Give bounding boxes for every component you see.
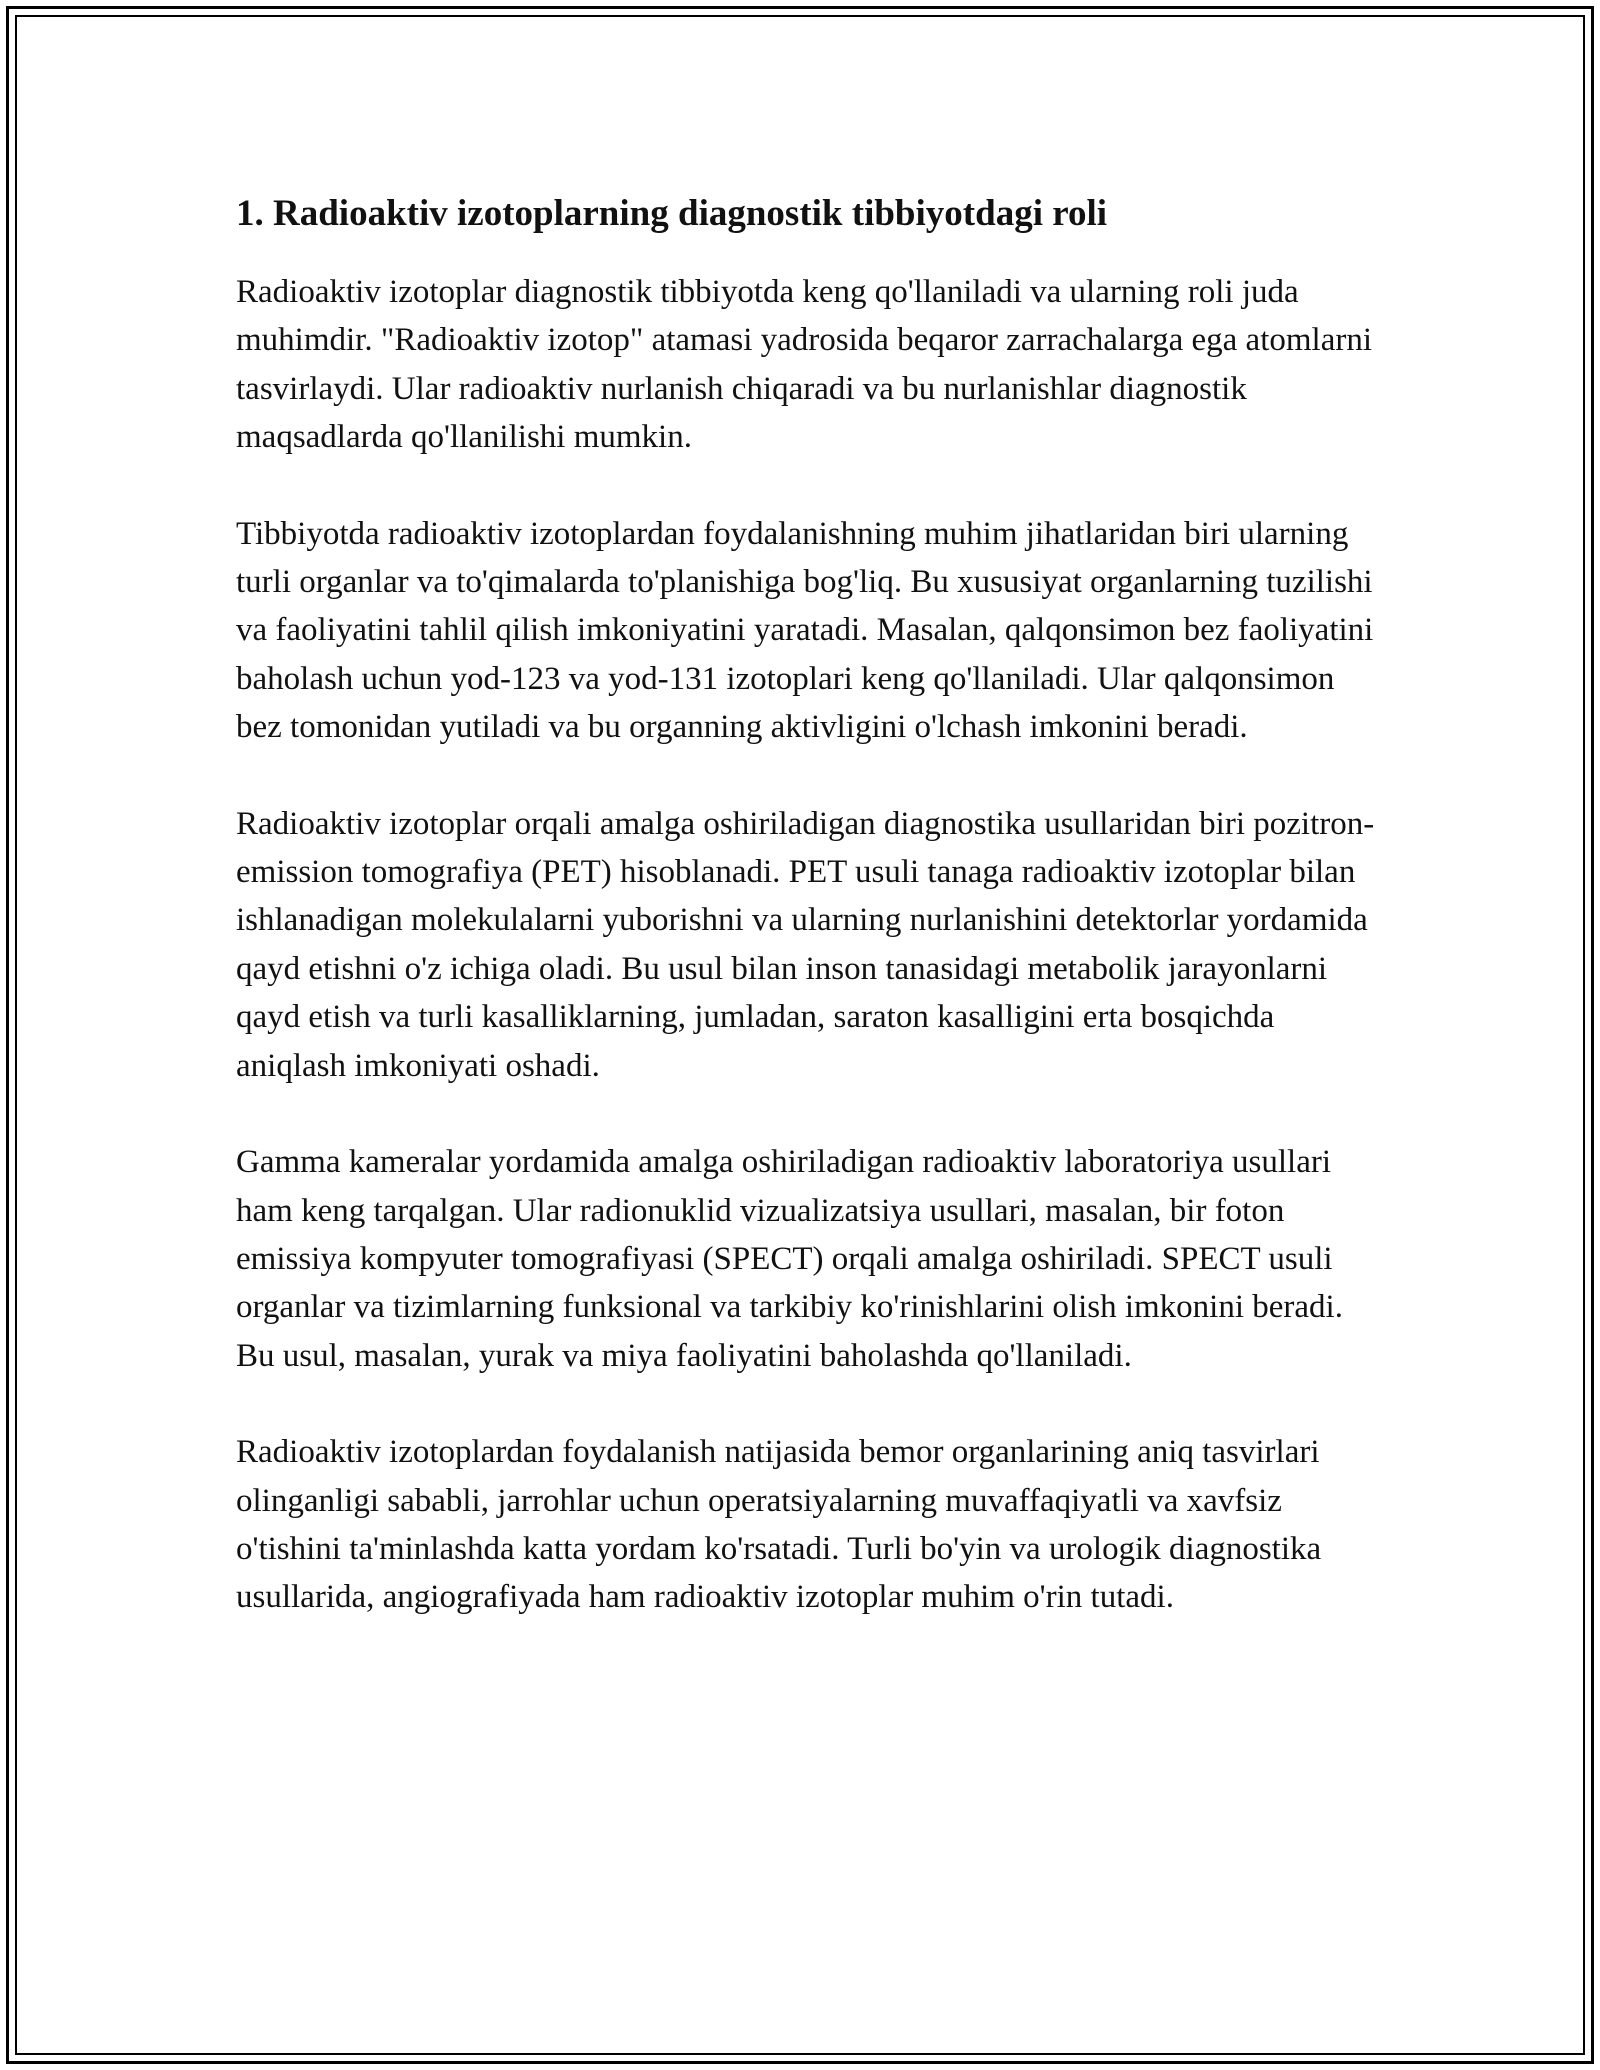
paragraph-pet: Radioaktiv izotoplar orqali amalga oshiriladigan diagnostika usullaridan biri pozitron-emission tomografiya (PET) hisoblanadi. PET usuli tanaga radioaktiv izotoplar bilan ishlanadigan molekulalarni yuborishni va ularning nurlanishini detektorlar yordamida qayd etishni o'z ichiga oladi. Bu usul bilan inson tanasidagi metabolik jarayonlarni qayd etish va turli kasalliklarning, jumladan, saraton kasalligini erta bosqichda aniqlash imkoniyati oshadi.: [236, 805, 1375, 1084]
paragraph-spect: Gamma kameralar yordamida amalga oshiriladigan radioaktiv laboratoriya usullari ham keng tarqalgan. Ular radionuklid vizualizatsiya usullari, masalan, bir foton emissiya kompyuter tomografiyasi (SPECT) orqali amalga oshiriladi. SPECT usuli organlar va tizimlarning funksional va tarkibiy ko'rinishlarini olish imkonini beradi. Bu usul, masalan, yurak va miya faoliyatini baholashda qo'llaniladi.: [236, 1144, 1343, 1374]
document-body: [236, 186, 1386, 1670]
paragraph-accumulation: Tibbiyotda radioaktiv izotoplardan foydalanishning muhim jihatlaridan biri ularning turli organlar va to'qimalarda to'planishiga bog'liq. Bu xususiyat organlarning tuzilishi va faoliyatini tahlil qilish imkoniyatini yaratadi. Masalan, qalqonsimon bez faoliyatini baholash uchun yod-123 va yod-131 izotoplari keng qo'llaniladi. Ular qalqonsimon bez tomonidan yutiladi va bu organning aktivligini o'lchash imkonini beradi.: [236, 515, 1374, 746]
paragraph-surgery: Radioaktiv izotoplardan foydalanish natijasida bemor organlarining aniq tasvirlari olinganligi sababli, jarrohlar uchun operatsiyalarning muvaffaqiyatli va xavfsiz o'tishini ta'minlashda katta yordam ko'rsatadi. Turli bo'yin va urologik diagnostika usullarida, angiografiyada ham radioaktiv izotoplar muhim o'rin tutadi.: [236, 1434, 1322, 1616]
paragraph-intro: Radioaktiv izotoplar diagnostik tibbiyotda keng qo'llaniladi va ularning roli juda muhimdir. "Radioaktiv izotop" atamasi yadrosida beqaror zarrachalarga ega atomlarni tasvirlaydi. Ular radioaktiv nurlanish chiqaradi va bu nurlanishlar diagnostik maqsadlarda qo'llanilishi mumkin.: [236, 274, 1373, 456]
section-heading: 1. Radioaktiv izotoplarning diagnostik tibbiyotdagi roli: [236, 193, 1108, 234]
